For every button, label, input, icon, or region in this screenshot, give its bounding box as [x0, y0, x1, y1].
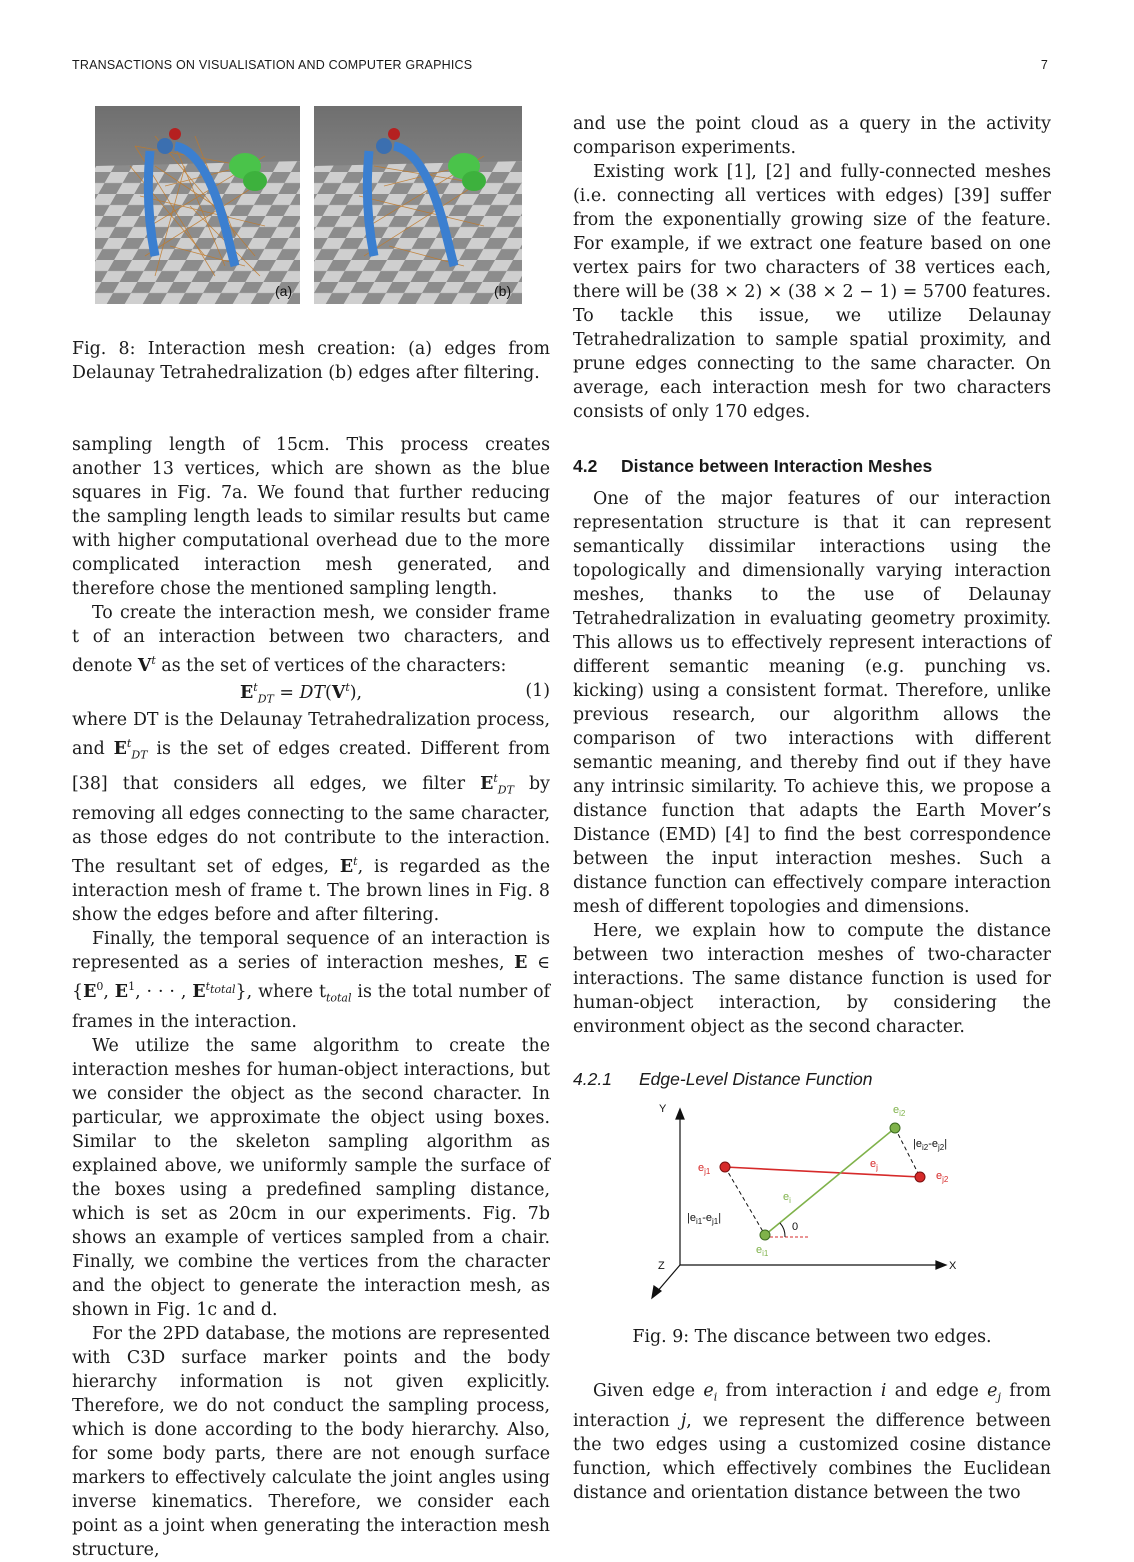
- section-heading: [573, 456, 1051, 477]
- label-ei2: $e_{i2}$: [893, 1104, 906, 1118]
- distance-line-left: [725, 1167, 765, 1235]
- node-ei1: [760, 1230, 770, 1240]
- subsection-title: Edge-Level Distance Function: [639, 1069, 873, 1089]
- running-header: [72, 58, 1048, 74]
- paragraph: and use the point cloud as a query in the activity comparison experiments.: [573, 114, 1051, 158]
- node-ej1: [720, 1162, 730, 1172]
- axis-y-label: Y: [659, 1103, 667, 1115]
- section-number: 4.2: [573, 456, 598, 476]
- paragraph: Existing work [1], [2] and fully-connected meshes (i.e. connecting all vertices with edges) [39] suffer from the exponentially growing size of the feature. For example, if we extract one feature based on one vertex pairs for two characters of 38 vertices each, there will be (38 × 2) × (38 × 2 − 1) = 5700 features. To tackle this issue, we utilize Delaunay Tetrahedralization to sample spatial proximity, and prune edges connecting to the same character. On average, each interaction mesh for two characters consists of only 170 edges.: [573, 162, 1051, 422]
- label-ej: $e_j$: [870, 1158, 878, 1172]
- theta-arc: [780, 1223, 785, 1237]
- axes: [652, 1109, 946, 1298]
- distance-line-right: [895, 1128, 920, 1177]
- subsection-number: 4.2.1: [573, 1069, 612, 1089]
- figure-8a-image: [95, 106, 300, 304]
- paragraph: We utilize the same algorithm to create the interaction meshes for human-object interactions, but we consider the object as the second character. In particular, we approximate the object using boxes. Similar to the skeleton sampling algorithm as explained above, we uniformly sample the surface of the boxes using a predefined sampling distance, which is set as 20cm in our experiments. Fig. 7b shows an example of vertices sampled from a chair. Finally, we combine the vertices from the character and the object to generate the interaction mesh, as shown in Fig. 1c and d.: [72, 1036, 550, 1321]
- page-number: 7: [1040, 58, 1048, 72]
- figure-8: [95, 106, 522, 304]
- axis-z-label: Z: [658, 1260, 665, 1272]
- node-ej2: [915, 1172, 925, 1182]
- label-ei1: $e_{i1}$: [756, 1244, 769, 1258]
- paragraph: One of the major features of our interaction representation structure is that it can represent semantically dissimilar interactions using the topologically and dimensionally varying interaction meshes, thanks to the use of Delaunay Tetrahedralization in evaluating geometry proximity. This allows us to effectively represent interactions of different semantic meaning (e.g. punching vs. kicking) using a consistent format. Therefore, unlike previous research, our algorithm allows the comparison of two interactions with different semantic meaning, and thereby find out if they have any intrinsic similarity. To achieve this, we propose a distance function that adapts the Earth Mover’s Distance (EMD) [4] to find the best correspondence between the input interaction meshes. Such a distance function can effectively compare interaction mesh of different topologies and dimensions.: [573, 489, 1051, 917]
- label-distance-left: $|e_{i1}-e_{j1}|$: [687, 1212, 722, 1226]
- label-ei: $e_i$: [783, 1191, 791, 1205]
- figure-9: [640, 1095, 970, 1305]
- caption-text: Fig. 8: Interaction mesh creation: (a) edges from Delaunay Tetrahedralization (b) edges after filtering.: [72, 339, 550, 383]
- figure-8a-label: (a): [275, 283, 293, 299]
- node-ei2: [890, 1123, 900, 1133]
- paragraph: For the 2PD database, the motions are represented with C3D surface marker points and the body hierarchy information is not given explicitly. Therefore, we do not conduct the sampling process, which is done according to the body hierarchy. Also, for some body parts, there are not enough surface markers to effectively calculate the joint angles using inverse kinematics. Therefore, we consider each point as a joint when generating the interaction mesh structure,: [72, 1324, 550, 1561]
- label-distance-top: $|e_{i2}-e_{j2}|$: [913, 1138, 948, 1152]
- axis-x-label: X: [949, 1260, 957, 1272]
- figure-8b-label: (b): [494, 283, 512, 299]
- paragraph: Finally, the temporal sequence of an interaction is represented as a series of interaction meshes, E ∈ {$E^0$, $E^1$, · · · , $E^{t_{total}}$}, where $t_{total}$ is the total number of frames in the interaction.: [72, 929, 550, 1033]
- caption-text: Fig. 9: The discance between two edges.: [632, 1327, 992, 1347]
- paragraph: sampling length of 15cm. This process creates another 13 vertices, which are shown as the blue squares in Fig. 7a. We found that further reducing the sampling length leads to similar results but came with higher computational overhead due to the more complicated interaction mesh generated, and therefore chose the mentioned sampling length.: [72, 435, 550, 599]
- equation-number: (1): [525, 680, 550, 701]
- paragraph: where DT is the Delaunay Tetrahedralization process, and $E^t_{DT}$ is the set of edges created. Different from [38] that considers all edges, we filter $E^t_{DT}$ by removing all edges connecting to the same character, as those edges do not contribute to the interaction. The resultant set of edges, $E^t$, is regarded as the interaction mesh of frame t. The brown lines in Fig. 8 show the edges before and after filtering.: [72, 709, 551, 926]
- theta-label: 0: [792, 1221, 799, 1233]
- equation-1: $E^t_{DT} = DT(V^t)$, (1): [240, 680, 550, 706]
- right-column-bottom: [573, 1379, 1051, 1505]
- section-title: Distance between Interaction Meshes: [621, 456, 933, 476]
- figure-8b-image: [314, 106, 522, 304]
- paragraph: To create the interaction mesh, we consider frame t of an interaction between two characters, and denote $V^t$ as the set of vertices of the characters:: [72, 603, 550, 676]
- label-ej2: $e_{j2}$: [936, 1170, 949, 1184]
- paragraph: Given edge $e_i$ from interaction i and edge $e_j$ from interaction j, we represent the difference between the two edges using a customized cosine distance function, which effectively combines the Euclidean distance and orientation distance between the two: [573, 1381, 1051, 1504]
- journal-title: TRANSACTIONS ON VISUALISATION AND COMPUTER GRAPHICS: [72, 58, 473, 72]
- figure-8-caption: [72, 337, 550, 385]
- figure-9-caption: [573, 1325, 1051, 1349]
- left-column: [72, 433, 550, 1562]
- subsection-heading: [573, 1069, 1051, 1090]
- edge-ej: [725, 1167, 920, 1177]
- right-column: [573, 112, 1051, 1090]
- label-ej1: $e_{j1}$: [698, 1162, 711, 1176]
- paragraph: Here, we explain how to compute the distance between two interaction meshes of two-character interactions. The same distance function is used for human-object interaction, by considering the environment object as the second character.: [573, 921, 1051, 1037]
- edge-ei: [765, 1128, 895, 1235]
